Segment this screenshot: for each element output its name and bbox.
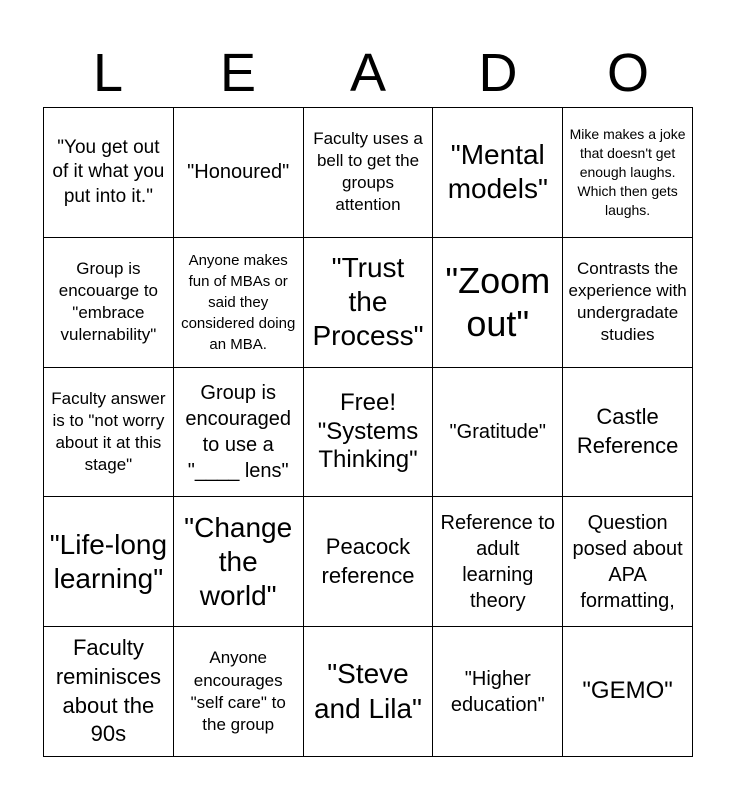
bingo-cell-r4-c5[interactable]: Question posed about APA formatting,	[563, 497, 693, 627]
bingo-cell-r4-c2[interactable]: "Change the world"	[174, 497, 304, 627]
bingo-cell-r2-c5[interactable]: Contrasts the experience with undergradate studies	[563, 238, 693, 368]
bingo-cell-r4-c4[interactable]: Reference to adult learning theory	[433, 497, 563, 627]
header-letter-e: E	[219, 43, 257, 103]
bingo-cell-r5-c1[interactable]: Faculty reminisces about the 90s	[44, 627, 174, 757]
bingo-header	[43, 42, 693, 104]
header-letter-l: L	[92, 43, 124, 103]
bingo-cell-r1-c4[interactable]: "Mental models"	[433, 108, 563, 238]
bingo-cell-r3-c4[interactable]: "Gratitude"	[433, 368, 563, 498]
bingo-cell-r1-c5[interactable]: Mike makes a joke that doesn't get enough laughs. Which then gets laughs.	[563, 108, 693, 238]
bingo-board	[43, 107, 693, 757]
bingo-cell-r5-c3[interactable]: "Steve and Lila"	[304, 627, 434, 757]
bingo-cell-r3-c2[interactable]: Group is encouraged to use a "____ lens"	[174, 368, 304, 498]
bingo-cell-r3-c1[interactable]: Faculty answer is to "not worry about it at this stage"	[44, 368, 174, 498]
header-letter-a: A	[349, 43, 387, 103]
bingo-cell-r5-c4[interactable]: "Higher education"	[433, 627, 563, 757]
bingo-cell-r5-c5[interactable]: "GEMO"	[563, 627, 693, 757]
bingo-cell-r1-c1[interactable]: "You get out of it what you put into it."	[44, 108, 174, 238]
bingo-cell-r2-c2[interactable]: Anyone makes fun of MBAs or said they considered doing an MBA.	[174, 238, 304, 368]
bingo-cell-r2-c3[interactable]: "Trust the Process"	[304, 238, 434, 368]
bingo-cell-r3-c3[interactable]: Free! "Systems Thinking"	[304, 368, 434, 498]
bingo-cell-r3-c5[interactable]: Castle Reference	[563, 368, 693, 498]
bingo-cell-r1-c2[interactable]: "Honoured"	[174, 108, 304, 238]
bingo-cell-r5-c2[interactable]: Anyone encourages "self care" to the group	[174, 627, 304, 757]
bingo-cell-r1-c3[interactable]: Faculty uses a bell to get the groups attention	[304, 108, 434, 238]
bingo-cell-r2-c1[interactable]: Group is encouarge to "embrace vulernability"	[44, 238, 174, 368]
header-letter-d: D	[478, 43, 518, 103]
bingo-cell-r2-c4[interactable]: "Zoom out"	[433, 238, 563, 368]
header-letter-o: O	[606, 43, 649, 103]
bingo-cell-r4-c3[interactable]: Peacock reference	[304, 497, 434, 627]
bingo-cell-r4-c1[interactable]: "Life-long learning"	[44, 497, 174, 627]
